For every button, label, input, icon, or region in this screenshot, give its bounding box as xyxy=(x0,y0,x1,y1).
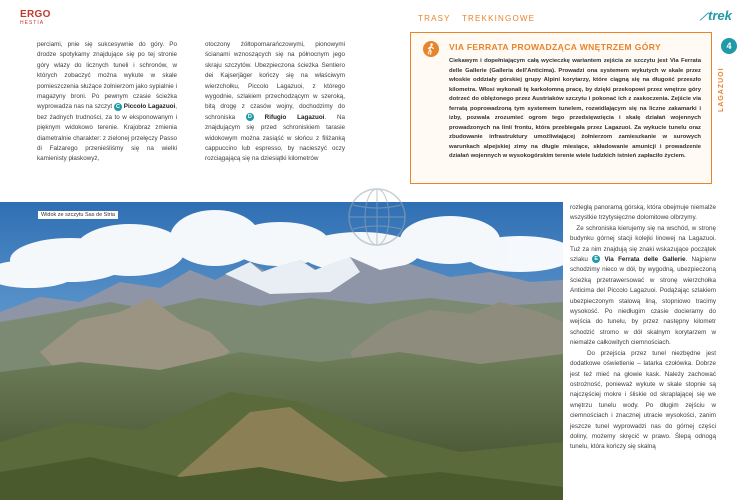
place-name: Via Ferrata delle Gallerie xyxy=(604,256,686,264)
brand-name: ERGO xyxy=(20,9,51,20)
paragraph: Do przejścia przez tunel niezbędne jest dodatkowe oświetlenie – latarka czołówka. Dobrze jest też mieć na głowie kask. Należy zachować ostrożność, ponieważ wykute w skale stopnie są najczęściej mokre i śliskie od skraplającej się we wnętrzu tunelu wody. Po długim zejściu w ciemnościach i znacznej utracie wysokości, zanim jeszcze tunel wyprowadzi nas do górnej części doliny, możemy skręcić w prawo. Ślepą odnogą tunelu, która kończy się skalną xyxy=(570,349,716,451)
text-column-2 xyxy=(205,40,345,165)
brand-subname: HESTIA xyxy=(20,20,45,26)
text-column-3 xyxy=(570,203,716,498)
map-point-marker: E xyxy=(592,255,600,263)
trek-logo-text: trek xyxy=(708,8,732,23)
info-box-title: VIA FERRATA PROWADZĄCA WNĘTRZEM GÓRY xyxy=(449,42,662,52)
paragraph: , bez żadnych trudności, za to w eksponowanym i pięknym widokowo terenie. Krajobraz zmienia diametralnie charakter: z zielonej przełęczy Passo di Falzarego przenieśliśmy się na wielki kamienisty płaskowyż, xyxy=(37,103,178,163)
paragraph: rozległą panoramą górską, która obejmuje niemalże wszystkie trzytysięczne dolomitowe olbrzymy. xyxy=(570,204,716,222)
map-point-marker: D xyxy=(246,113,254,121)
paragraph: otoczony żółtopomarańczowymi, pionowymi ścianami wznoszących się na północnym jego skraju szczytów. Ubezpieczona ścieżka Sentiero dei Kajserjäger kończy się na właściwym wierzchołku, Piccolo Lagazuoi, z którego wygodnie, szlakiem przechodzącym w szeroką, bitą drogę z czasów wojny, dochodzimy do schroniska xyxy=(205,41,345,121)
place-name: Rifugio Lagazuoi xyxy=(264,113,325,121)
text-column-1 xyxy=(37,40,177,165)
side-section-label: LAGAZUOI xyxy=(718,67,725,113)
photo-caption: Widok ze szczytu Sas de Stria xyxy=(38,211,118,219)
paragraph: Ze schroniska kierujemy się na wschód, w stronę budynku górnej stacji kolejki linowej na Lagazuoi. Tuż za nim znajdują się znaki wskazujące początek szlaku xyxy=(570,224,716,264)
place-name: Piccolo Lagazuoi xyxy=(123,103,176,111)
hiker-icon xyxy=(423,41,439,57)
mountain-icon: ⟋ xyxy=(700,12,707,23)
info-box xyxy=(410,32,712,184)
map-point-marker: C xyxy=(114,103,122,111)
section-word-2: TREKKINGOWE xyxy=(461,14,536,23)
section-header xyxy=(418,14,543,23)
paragraph: . Najpierw schodzimy nieco w dół, by wygodną, ubezpieczoną ścieżką przetrawersować w stronę wierzchołka Anticima del Piccolo Lagazuoi. Podążając szlakiem ubezpieczonym stalową liną, stopniowo tracimy wysokość. Po niedługim czasie docieramy do wejścia do tunelu, by przez następny kilometr schodzić stromo w dół skalnym korytarzem w niemalże całkowitych ciemnościach. xyxy=(570,256,716,347)
publisher-logo xyxy=(20,10,51,26)
section-word-1: TRASY xyxy=(418,14,451,23)
info-box-text: Ciekawym i dopełniającym całą wycieczkę wariantem zejścia ze szczytu jest Via Ferrata delle Gallerie (Galleria dell'Anticima). Prowadzi ona systemem wykutych w skale przez włoskie oddziały górskiej grupy Alpini korytarzy, które ciągną się na długość przeszło kilometra. Włosi wykonali tę karkołomną pracę, by dzięki przekopowi przez wnętrze góry dotrzeć do oblężonego przez Austriaków szczytu i pokonać ich z zaskoczenia. Zejście via ferratą poprowadzoną tym systemem tunelem, rozwidlającym się na liczne zakamarki i izby, pozwala zrozumieć ogrom tego przedsięwzięcia i skalę działań wojennych prowadzonych na linii frontu, która przebiegała przez Lagazuoi. Za wykucie tunelu oraz zbudowanie infrastruktury umożliwiającej żołnierzom zamieszkanie w surowych warunkach alpejskiej zimy na długie miesiące, składowanie amunicji i prowadzenie działań wojennych w wysokogórskim terenie wiele ludzkich istnień zapłaciło życiem. xyxy=(449,58,701,159)
paragraph: perciami, pnie się sukcesywnie do góry. Po drodze spotykamy znajdujące się po tej stronie góry wlazy do licznych tuneli i schronów, w których zobaczyć można wykute w skale pomieszczenia służące żołnierzom jako sypialnie i magazyny broni. Po pewnym czasie ścieżka wyprowadza nas na szczyt xyxy=(37,41,177,111)
trek-logo xyxy=(700,8,732,23)
globe-watermark xyxy=(345,185,409,249)
page-number: 4 xyxy=(721,38,737,54)
paragraph: . Na znajdującym się przed schroniskiem tarasie widokowym można zasiąść w słońcu z filiżanką cappuccino lub espresso, by nacieszyć oczy rozciągającą się na dziesiątki kilometrów xyxy=(205,113,345,163)
mountain-photo xyxy=(0,202,563,500)
